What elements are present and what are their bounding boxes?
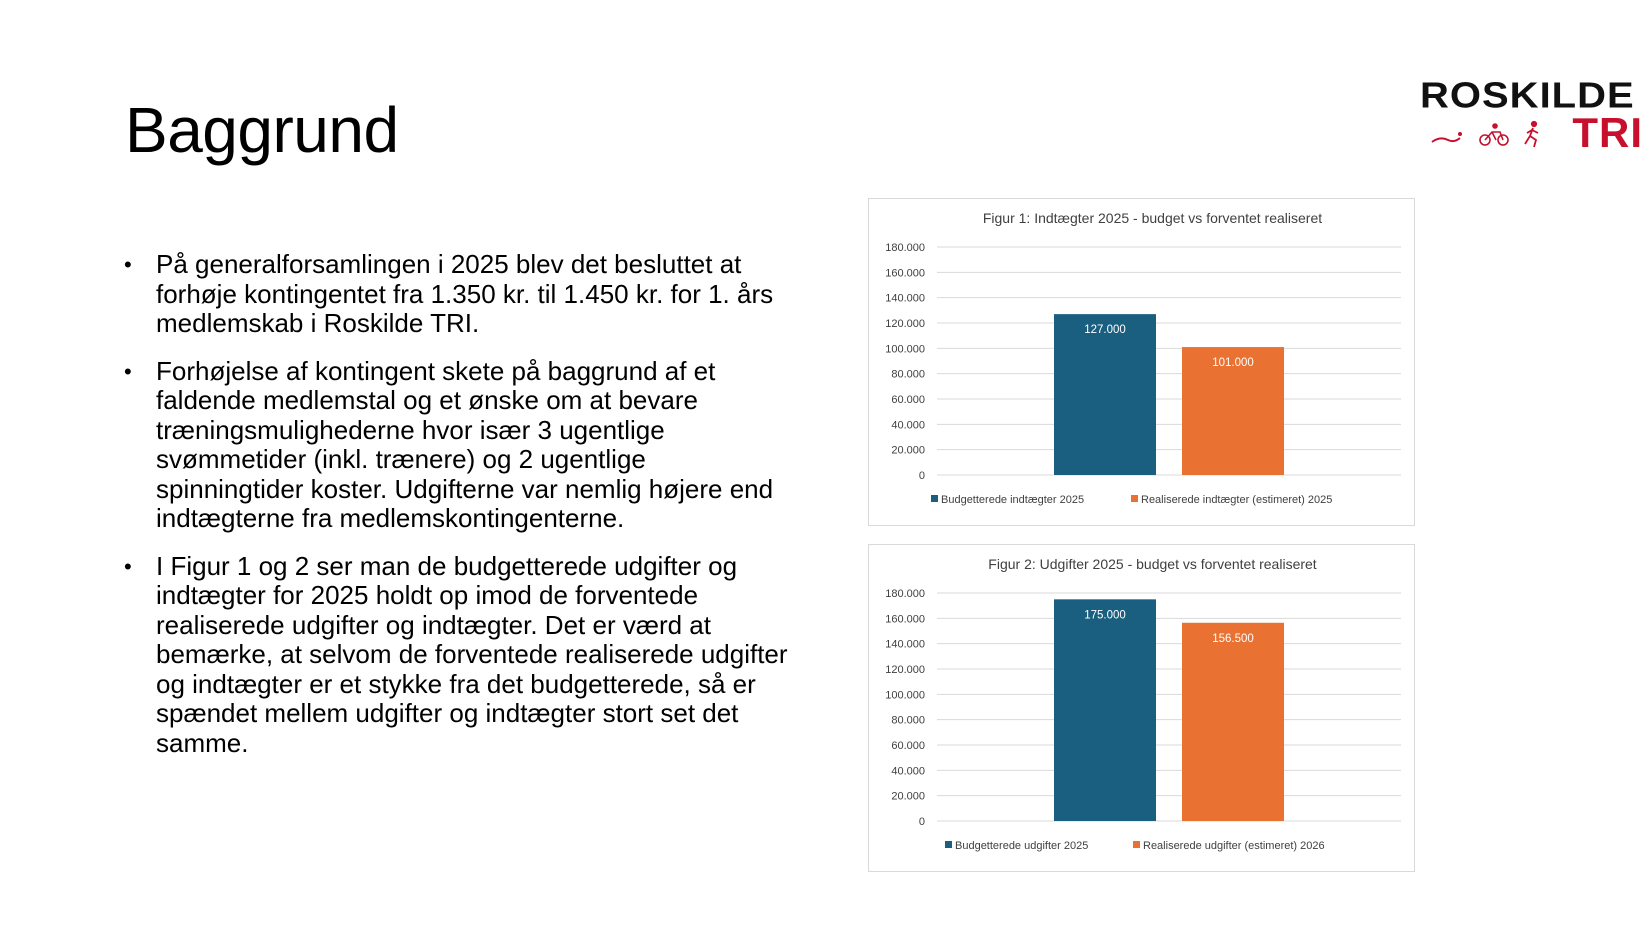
y-tick-label: 0: [918, 470, 925, 482]
y-tick-label: 100.000: [885, 343, 925, 356]
y-tick-label: 0: [918, 816, 925, 828]
chart-title: Figur 2: Udgifter 2025 - budget vs forventet realiseret: [988, 556, 1317, 572]
triathlon-icons: [1430, 120, 1560, 150]
bullet-item: [120, 357, 800, 534]
bullet-glyph: •: [124, 358, 132, 384]
data-label: 127.000: [1084, 324, 1126, 337]
y-tick-label: 160.000: [885, 267, 925, 280]
swim-icon: [1432, 138, 1460, 142]
y-tick-label: 20.000: [891, 444, 925, 457]
logo-text-tri: TRI: [1572, 109, 1643, 156]
bullet-text: I Figur 1 og 2 ser man de budgetterede udgifter og indtægter for 2025 holdt op imod de forventede realiserede udgifter og indtægter. Det er værd at bemærke, at selvom de forventede realiserede udgifter og indtægter er et stykke fra det budgetterede, så er spændet mellem udgifter og indtægter stort set det samme.: [156, 550, 788, 758]
chart-title: Figur 1: Indtægter 2025 - budget vs forventet realiseret: [982, 210, 1323, 226]
legend-swatch: [1131, 495, 1138, 502]
figure-1-revenue-chart: [868, 198, 1415, 526]
bullet-item: [120, 552, 800, 759]
roskilde-tri-logo: [1420, 60, 1645, 160]
y-tick-label: 140.000: [885, 638, 925, 651]
bar: [1054, 599, 1156, 821]
y-tick-label: 60.000: [891, 740, 925, 752]
legend-label: Realiserede udgifter (estimeret) 2026: [1143, 840, 1325, 852]
data-label: 175.000: [1084, 609, 1126, 622]
y-tick-label: 160.000: [885, 613, 925, 626]
chart-svg: [869, 199, 1416, 527]
figure-2-expense-chart: [868, 544, 1415, 872]
bullet-item: [120, 250, 800, 339]
data-label: 156.500: [1212, 632, 1254, 645]
y-tick-label: 120.000: [885, 318, 925, 330]
bullet-glyph: •: [124, 553, 132, 579]
legend-label: Budgetterede indtægter 2025: [941, 494, 1085, 506]
y-tick-label: 180.000: [885, 588, 925, 600]
y-tick-label: 40.000: [891, 419, 925, 432]
run-icon: [1525, 122, 1538, 147]
bullet-text: På generalforsamlingen i 2025 blev det besluttet at forhøje kontingentet fra 1.350 kr. til 1.450 kr. for 1. års medlemskab i Roskilde TRI.: [156, 249, 774, 338]
bar: [1182, 623, 1284, 821]
legend-swatch: [931, 495, 938, 502]
y-tick-label: 60.000: [891, 394, 925, 406]
bar: [1054, 314, 1156, 475]
data-label: 101.000: [1212, 357, 1254, 370]
y-tick-label: 140.000: [885, 292, 925, 305]
bike-icon: [1480, 124, 1508, 145]
bullet-text: Forhøjelse af kontingent skete på baggrund af et faldende medlemstal og et ønske om at bevare træningsmulighederne hvor især 3 ugentlige svømmetider (inkl. trænere) og 2 ugentlige spinningtider koster. Udgifterne var nemlig højere end indtægterne fra medlemskontingenterne.: [156, 355, 774, 533]
y-tick-label: 40.000: [891, 765, 925, 778]
y-tick-label: 180.000: [885, 242, 925, 254]
y-tick-label: 80.000: [891, 368, 925, 381]
y-tick-label: 20.000: [891, 790, 925, 803]
bullet-list: [120, 250, 800, 776]
logo-text-roskilde: ROSKILDE: [1420, 76, 1635, 116]
y-tick-label: 120.000: [885, 664, 925, 676]
legend-label: Budgetterede udgifter 2025: [955, 840, 1089, 852]
bullet-glyph: •: [124, 252, 132, 277]
y-tick-label: 100.000: [885, 689, 925, 702]
slide-title: Baggrund: [125, 94, 399, 166]
legend-label: Realiserede indtægter (estimeret) 2025: [1141, 494, 1333, 506]
y-tick-label: 80.000: [891, 714, 925, 727]
chart-svg: [869, 545, 1416, 873]
legend-swatch: [1133, 841, 1140, 848]
legend-swatch: [945, 841, 952, 848]
